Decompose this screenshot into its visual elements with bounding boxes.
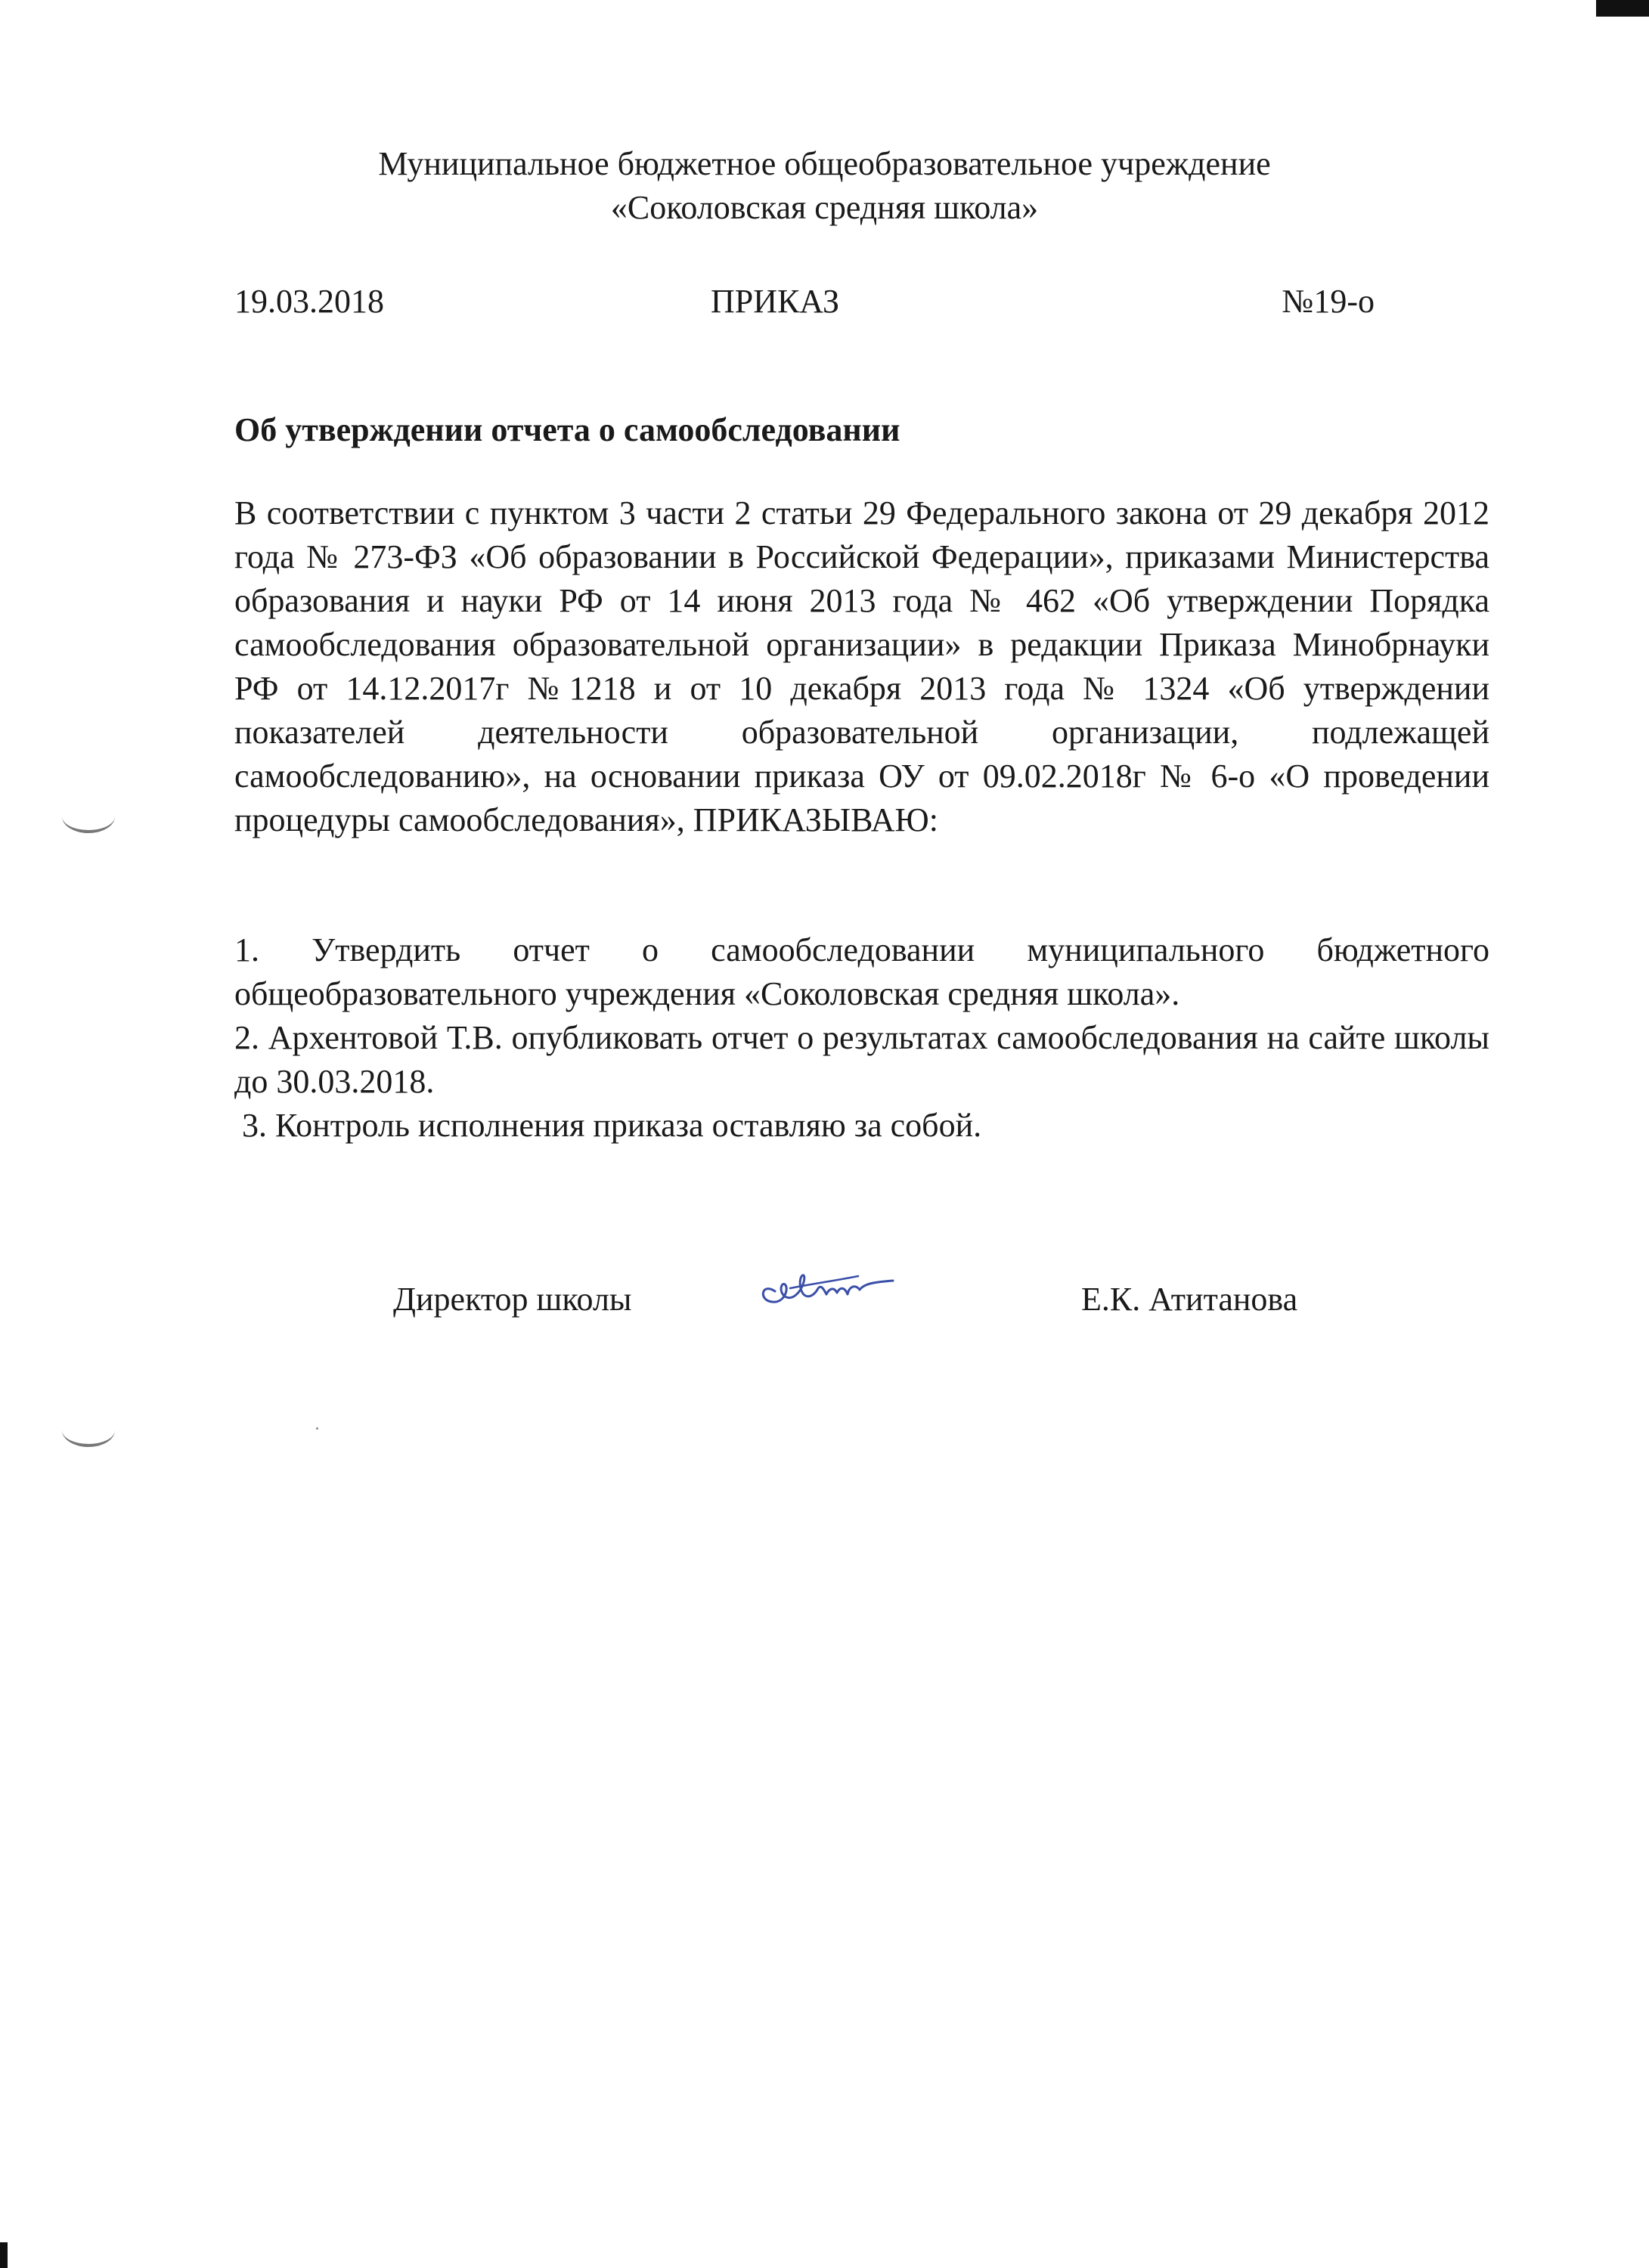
school-name: «Соколовская средняя школа» [610,189,1039,226]
scan-edge-mark [1596,0,1649,17]
signature-block [0,1278,1649,1346]
order-item: 1. Утвердить отчет о самообследовании муниципального бюджетного общеобразовательного учреждения «Соколовская средняя школа». [234,931,1489,1012]
handwritten-signature [745,1253,904,1321]
order-preamble: В соответствии с пунктом 3 части 2 статьи 29 Федерального закона от 29 декабря 2012 года № 273-ФЗ «Об образовании в Российской Федерации», приказами Министерства образования и науки РФ от 14 июня 2013 года № 462 «Об утверждении Порядка самообследования образовательной организации» в редакции Приказа Минобрнауки РФ от 14.12.2017г №1218 и от 10 декабря 2013 года № 1324 «Об утверждении показателей деятельности образовательной организации, подлежащей самообследованию», на основании приказа ОУ от 09.02.2018г № 6-о «О проведении процедуры самообследования», ПРИКАЗЫВАЮ: [234,494,1489,838]
order-items [234,928,1489,1148]
order-date: 19.03.2018 [234,283,384,320]
scan-edge-mark [0,2242,8,2268]
order-subject: Об утверждении отчета о самообследовании [234,411,900,448]
document-type: ПРИКАЗ [711,283,840,320]
document-header [0,142,1649,230]
signatory-name: Е.К. Атитанова [1081,1281,1298,1318]
punch-hole-mark [62,1414,115,1447]
punch-hole-mark [62,800,115,833]
order-item: 3. Контроль исполнения приказа оставляю за собой. [242,1107,982,1144]
signatory-position: Директор школы [393,1281,632,1318]
order-item: 2. Архентовой Т.В. опубликовать отчет о результатах самообследования на сайте школы до 30.03.2018. [234,1019,1489,1100]
organization-name: Муниципальное бюджетное общеобразовательное учреждение [378,145,1271,182]
scan-speck [316,1427,318,1430]
order-number: №19-о [1282,283,1375,320]
order-meta-row [234,280,1375,324]
